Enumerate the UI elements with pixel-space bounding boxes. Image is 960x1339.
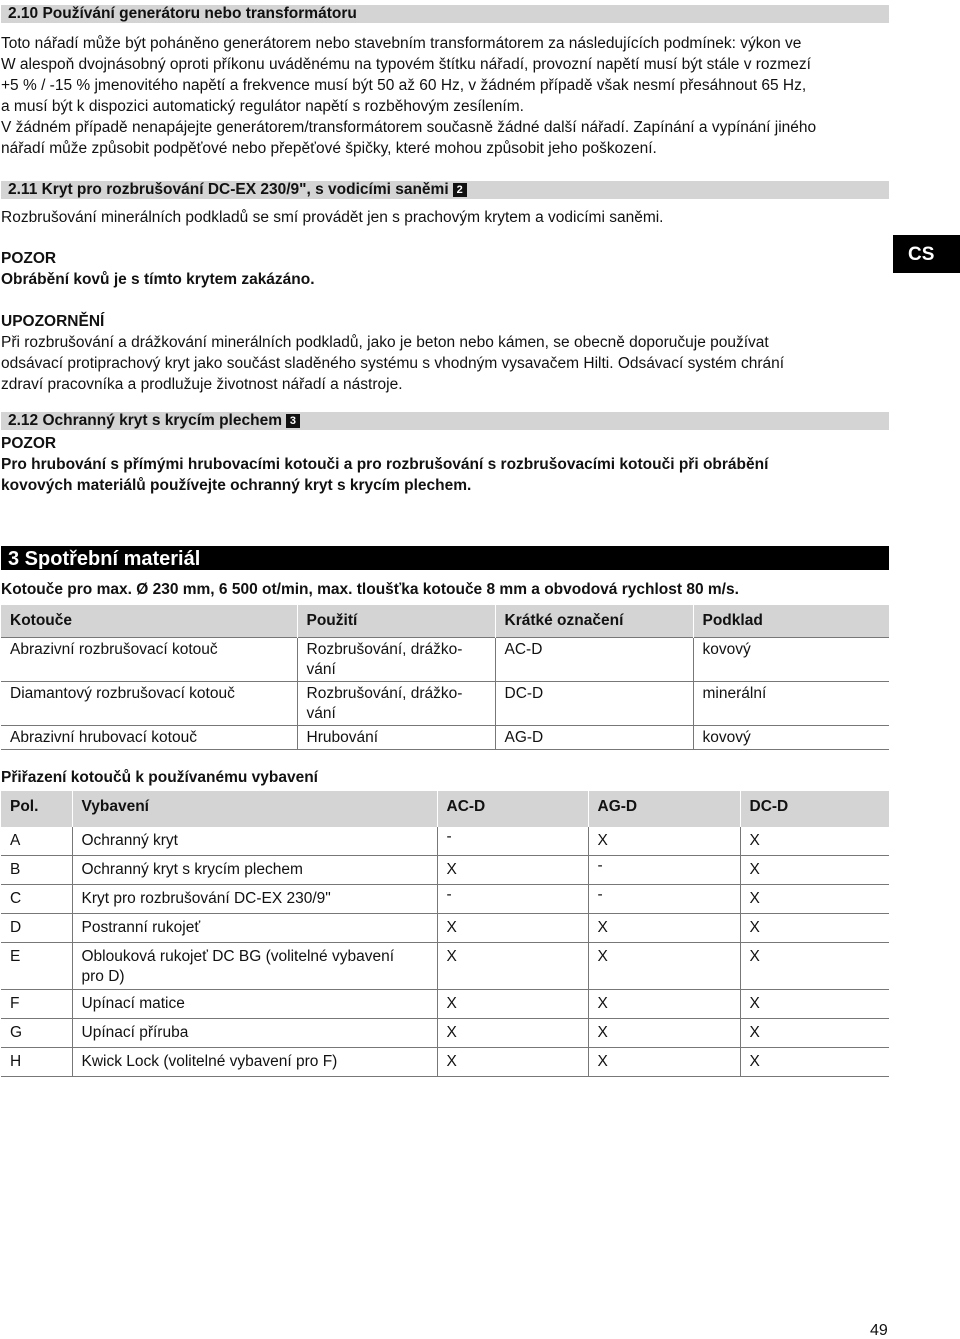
table-row (1, 1048, 889, 1077)
text-line: Při rozbrušování a drážkování minerálních podkladů, jako je beton nebo kámen, se obecně doporučuje používat (1, 334, 769, 351)
table-cell: X (588, 1019, 740, 1048)
table-cell: AG-D (495, 725, 693, 749)
text-line: +5 % / -15 % jmenovitého napětí a frekvence musí být 50 až 60 Hz, v žádném případě však nesmí přesáhnout 65 Hz, (1, 77, 807, 94)
table-row (1, 725, 889, 749)
table-cell: Hrubování (297, 725, 495, 749)
table-cell: X (588, 1048, 740, 1077)
discs-table (1, 605, 889, 750)
table-cell: H (1, 1048, 72, 1077)
table-cell: - (588, 856, 740, 885)
table-row (1, 637, 889, 681)
text-line: W alespoň dvojnásobný oproti příkonu uváděnému na typovém štítku nářadí, provozní napětí musí být stále v rozmezí (1, 56, 811, 73)
text-line: V žádném případě nenapájejte generátorem/transformátorem současně žádné další nářadí. Zapínání a vypínání jiného (1, 119, 817, 136)
table-cell: D (1, 914, 72, 943)
caution-text: Obrábění kovů je s tímto krytem zakázáno. (1, 271, 315, 288)
table-row (1, 990, 889, 1019)
table-row (1, 885, 889, 914)
table-cell: Rozbrušování, drážko- vání (297, 681, 495, 725)
assignment-table (1, 791, 889, 1078)
figure-ref-badge: 2 (453, 183, 467, 197)
table-header-row (1, 791, 889, 827)
text-line: zdraví pracovníka a prodlužuje životnost nářadí a nástroje. (1, 376, 403, 393)
section-2-11-title: 2.11 Kryt pro rozbrušování DC-EX 230/9", s vodicími saněmi (8, 181, 449, 198)
table-cell: minerální (693, 681, 889, 725)
table-cell: B (1, 856, 72, 885)
table-cell: Abrazivní hrubovací kotouč (1, 725, 297, 749)
table-cell: Upínací příruba (72, 1019, 437, 1048)
table-row (1, 943, 889, 990)
table-cell: C (1, 885, 72, 914)
caution-label: POZOR (1, 435, 57, 452)
table-cell: - (588, 885, 740, 914)
text-line: nářadí může způsobit podpěťové nebo přepěťové špičky, které mohou způsobit jeho poškození. (1, 140, 657, 157)
table-cell: X (588, 943, 740, 990)
page-number: 49 (870, 1322, 888, 1339)
table-cell: X (588, 827, 740, 856)
table-row (1, 827, 889, 856)
table-cell: kovový (693, 637, 889, 681)
text-line: Toto nářadí může být poháněno generátorem nebo stavebním transformátorem za následujících podmínek: výkon ve (1, 35, 802, 52)
table-cell: Kwick Lock (volitelné vybavení pro F) (72, 1048, 437, 1077)
table-cell: X (437, 943, 588, 990)
assignment-title: Přiřazení kotoučů k používanému vybavení (1, 768, 318, 786)
note-body (1, 332, 889, 395)
text-line: odsávací protiprachový kryt jako součást sladěného systému s vhodným vysavačem Hilti. Odsávací systém chrání (1, 355, 785, 372)
column-header: Pol. (1, 791, 72, 827)
table-cell: E (1, 943, 72, 990)
column-header: Krátké označení (495, 605, 693, 637)
section-2-10-heading: 2.10 Používání generátoru nebo transformátoru (1, 5, 889, 23)
text-line: a musí být k dispozici automatický regulátor napětí s rozběhovým zesílením. (1, 98, 524, 115)
section-2-12-title: 2.12 Ochranný kryt s krycím plechem (8, 412, 282, 429)
table-row (1, 681, 889, 725)
table-cell: X (437, 1048, 588, 1077)
table-cell: Ochranný kryt s krycím plechem (72, 856, 437, 885)
table-cell: Postranní rukojeť (72, 914, 437, 943)
table-cell: X (588, 990, 740, 1019)
table-cell: Ochranný kryt (72, 827, 437, 856)
caution-label: POZOR (1, 250, 57, 267)
table-cell: X (437, 1019, 588, 1048)
table-row (1, 914, 889, 943)
table-cell: F (1, 990, 72, 1019)
table-cell: X (740, 943, 889, 990)
table-cell: X (740, 885, 889, 914)
table-cell: X (740, 914, 889, 943)
table-cell: - (437, 827, 588, 856)
table-cell: A (1, 827, 72, 856)
table-cell: X (437, 990, 588, 1019)
section-2-11-heading (1, 181, 889, 199)
table-cell: X (740, 856, 889, 885)
column-header: Podklad (693, 605, 889, 637)
column-header: Kotouče (1, 605, 297, 637)
text-line: Pro hrubování s přímými hrubovacími kotouči a pro rozbrušování s rozbrušovacími kotouči při obrábění (1, 456, 769, 473)
section-2-12-heading (1, 412, 889, 430)
table-row (1, 856, 889, 885)
language-tab: CS (893, 235, 960, 273)
column-header: Použití (297, 605, 495, 637)
column-header: AC-D (437, 791, 588, 827)
table-cell: Diamantový rozbrušovací kotouč (1, 681, 297, 725)
table-header-row (1, 605, 889, 637)
table-row (1, 1019, 889, 1048)
figure-ref-badge: 3 (286, 414, 300, 428)
table-cell: AC-D (495, 637, 693, 681)
text-line: kovových materiálů používejte ochranný kryt s krycím plechem. (1, 477, 472, 494)
chapter-3-heading: 3 Spotřební materiál (1, 546, 889, 570)
table-cell: kovový (693, 725, 889, 749)
table-cell: X (740, 827, 889, 856)
table-cell: Upínací matice (72, 990, 437, 1019)
table-cell: - (437, 885, 588, 914)
section-2-11-text: Rozbrušování minerálních podkladů se smí provádět jen s prachovým krytem a vodicími saněmi. (1, 209, 664, 226)
column-header: AG-D (588, 791, 740, 827)
table-cell: Abrazivní rozbrušovací kotouč (1, 637, 297, 681)
table-cell: Rozbrušování, drážko- vání (297, 637, 495, 681)
table-cell: X (740, 1019, 889, 1048)
table-cell: X (740, 1048, 889, 1077)
section-2-10-body (1, 33, 889, 159)
table-cell: Kryt pro rozbrušování DC-EX 230/9" (72, 885, 437, 914)
table-cell: G (1, 1019, 72, 1048)
table-cell: Oblouková rukojeť DC BG (volitelné vybavení pro D) (72, 943, 437, 990)
table-cell: X (740, 990, 889, 1019)
caution-body (1, 454, 889, 496)
table-cell: X (588, 914, 740, 943)
column-header: Vybavení (72, 791, 437, 827)
column-header: DC-D (740, 791, 889, 827)
note-label: UPOZORNĚNÍ (1, 313, 105, 330)
table-cell: DC-D (495, 681, 693, 725)
table-cell: X (437, 856, 588, 885)
table-cell: X (437, 914, 588, 943)
chapter-3-intro: Kotouče pro max. Ø 230 mm, 6 500 ot/min, max. tloušťka kotouče 8 mm a obvodová rychlost 80 m/s. (1, 581, 739, 598)
